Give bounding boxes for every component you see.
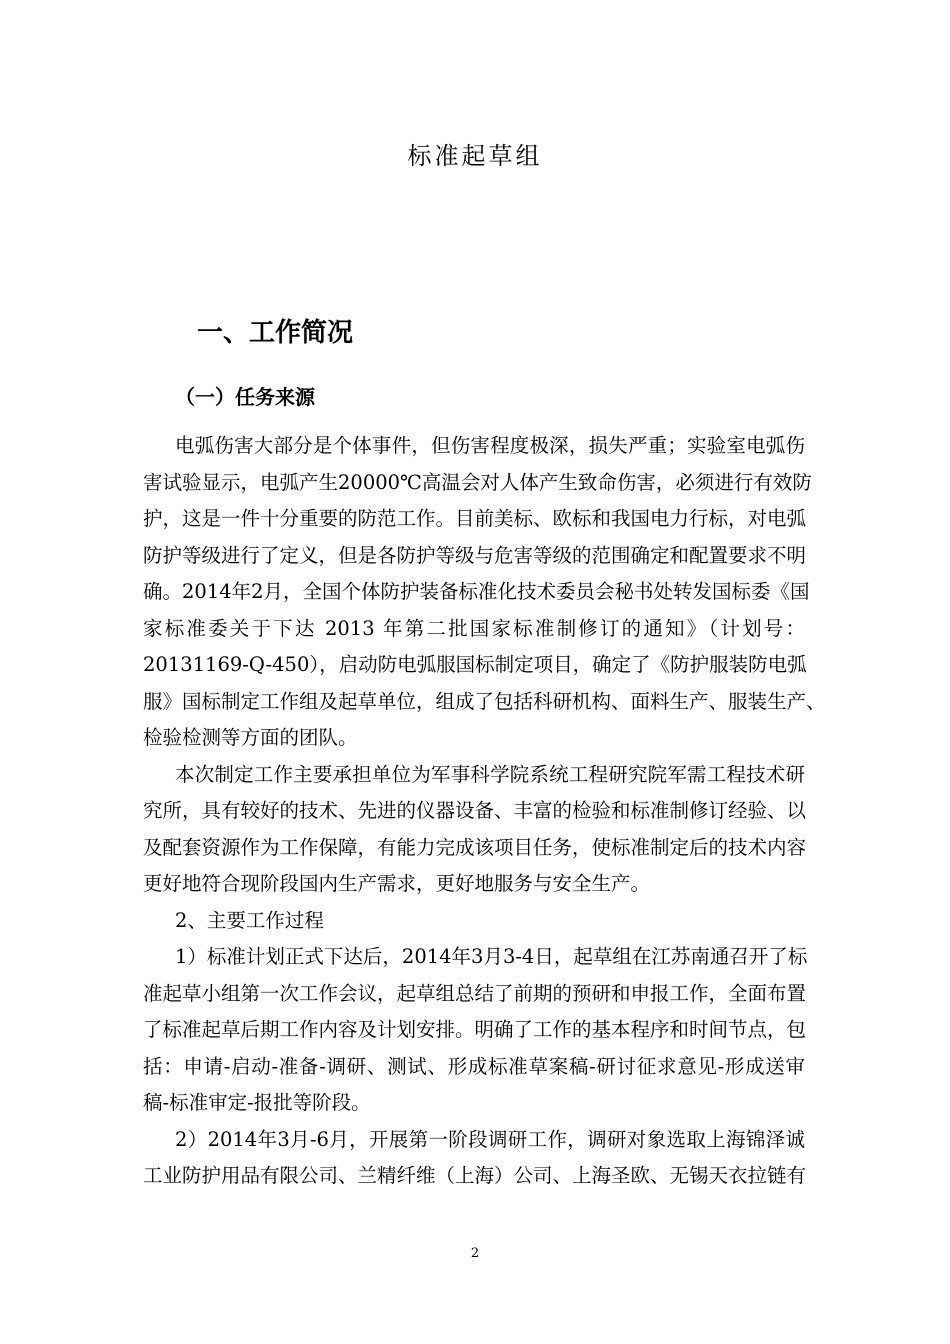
subsection-heading: （一）任务来源	[175, 385, 315, 409]
text-line: 电弧伤害大部分是个体事件，但伤害程度极深，损失严重；实验室电弧伤	[175, 434, 805, 457]
text-line: 2、主要工作过程	[175, 908, 324, 932]
text-line: 准起草小组第一次工作会议，起草组总结了前期的预研和申报工作，全面布置	[143, 981, 807, 1005]
text-line: 更好地符合现阶段国内生产需求，更好地服务与安全生产。	[143, 872, 651, 895]
page-number: 2	[470, 1246, 480, 1261]
text-line: 防护等级进行了定义，但是各防护等级与危害等级的范围确定和配置要求不明	[143, 543, 807, 567]
text-line: 20131169-Q-450），启动防电弧服国标制定项目，确定了《防护服装防电弧	[143, 653, 807, 676]
text-line: 1）标准计划正式下达后，2014年3月3-4日，起草组在江苏南通召开了标	[175, 945, 808, 968]
text-line: 工业防护用品有限公司、兰精纤维（上海）公司、上海圣欧、无锡天衣拉链有	[143, 1164, 807, 1187]
text-line: 括：申请-启动-准备-调研、测试、形成标准草案稿-研讨征求意见-形成送审	[143, 1054, 805, 1078]
text-line: 护，这是一件十分重要的防范工作。目前美标、欧标和我国电力行标，对电弧	[143, 507, 807, 530]
text-line: 了标准起草后期工作内容及计划安排。明确了工作的基本程序和时间节点，包	[143, 1018, 807, 1041]
text-line: 及配套资源作为工作保障，有能力完成该项目任务，使标准制定后的技术内容	[143, 835, 807, 859]
text-line: 本次制定工作主要承担单位为军事科学院系统工程研究院军需工程技术研	[175, 762, 805, 786]
document-title: 标准起草组	[407, 142, 543, 170]
text-line: 害试验显示，电弧产生20000℃高温会对人体产生致命伤害，必须进行有效防	[143, 470, 812, 494]
text-line: 确。2014年2月，全国个体防护装备标准化技术委员会秘书处转发国标委《国	[143, 580, 810, 603]
text-line: 2）2014年3月-6月，开展第一阶段调研工作，调研对象选取上海锦泽诚	[175, 1127, 805, 1151]
text-line: 服》国标制定工作组及起草单位，组成了包括科研机构、面料生产、服装生产、	[143, 689, 826, 713]
section-heading: 一、工作简况	[197, 318, 354, 348]
text-line: 检验检测等方面的团队。	[143, 726, 358, 749]
body-text	[143, 428, 826, 1195]
text-line: 家标准委关于下达 2013 年第二批国家标准制修订的通知》（计划号：	[143, 616, 805, 640]
text-line: 究所，具有较好的技术、先进的仪器设备、丰富的检验和标准制修订经验、以	[143, 799, 807, 822]
text-line: 稿-标准审定-报批等阶段。	[143, 1091, 371, 1114]
